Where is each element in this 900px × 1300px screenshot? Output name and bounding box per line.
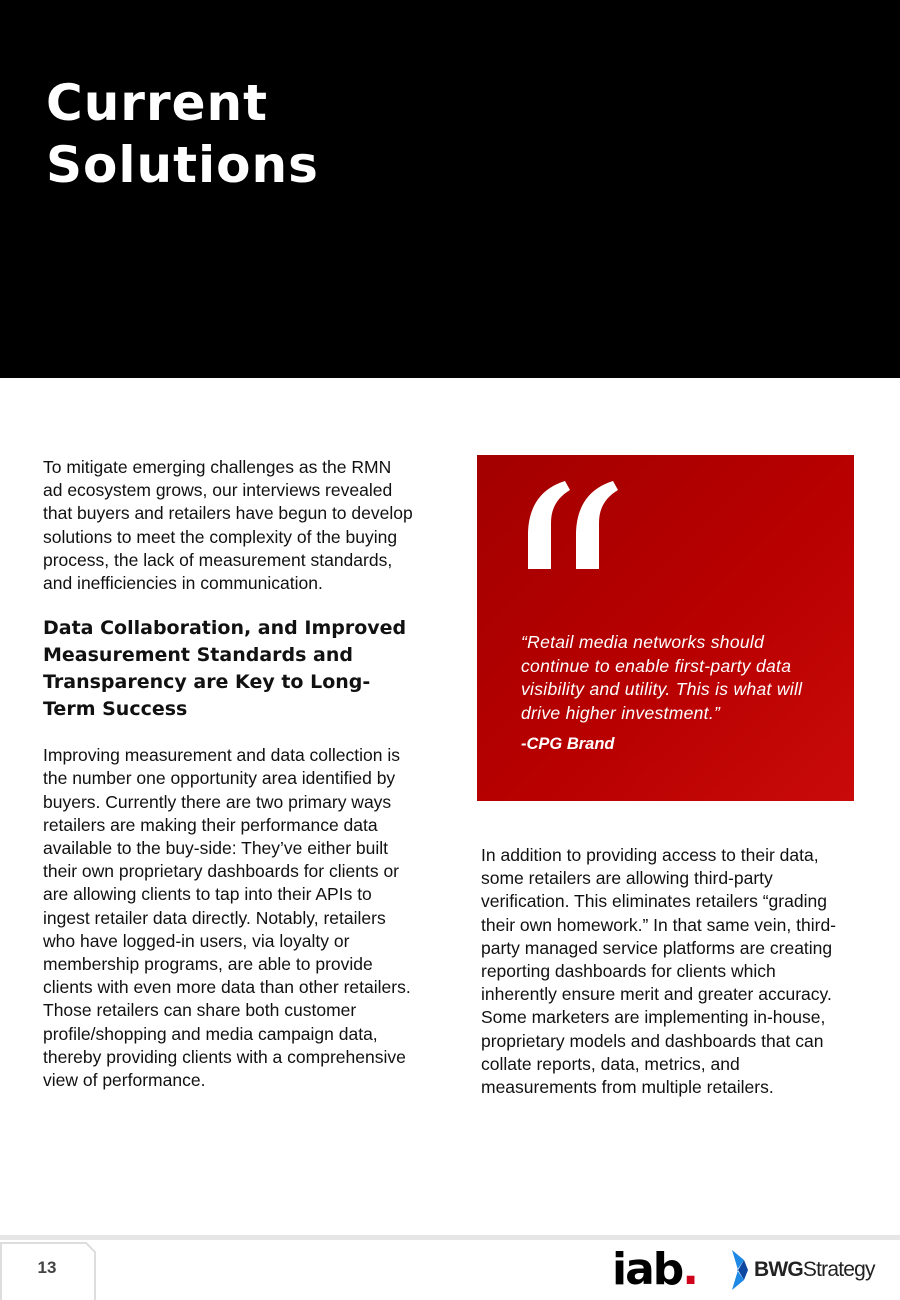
page-title-line-2: Solutions (46, 136, 319, 194)
pull-quote-box (477, 455, 854, 801)
quote-attribution: -CPG Brand (521, 735, 615, 753)
page-title (46, 72, 319, 196)
bwg-logo-bold: BWG (754, 1258, 803, 1281)
quote-text: “Retail media networks should continue to enable first-party data visibility and utility. This is what will drive higher investment.” (521, 632, 803, 723)
quote-mark-icon (521, 477, 621, 577)
page-number: 13 (37, 1258, 57, 1277)
iab-logo (612, 1246, 704, 1294)
bwg-logo-mark-icon (728, 1248, 750, 1292)
footer-divider (0, 1235, 900, 1240)
bwg-logo-text (754, 1258, 875, 1282)
hero-banner (0, 0, 900, 378)
section-subheading: Data Collaboration, and Improved Measurement Standards and Transparency are Key to Long-Term Success (43, 617, 407, 721)
bwg-logo-regular: Strategy (802, 1258, 875, 1281)
iab-logo-text: iab (612, 1244, 683, 1295)
iab-logo-dot: . (682, 1244, 697, 1295)
body-paragraph: Improving measurement and data collection is the number one opportunity area identified by buyers. Currently there are two primary ways retailers are making their performance data available to the buy-side: They’ve either built their own proprietary dashboards for clients or are allowing clients to tap into their APIs to ingest retailer data directly. Notably, retailers who have logged-in users, via loyalty or membership programs, are able to provide clients with even more data than other retailers. Those retailers can share both customer profile/shopping and media campaign data, thereby providing clients with a comprehensive view of performance. (43, 745, 411, 1091)
page-title-line-1: Current (46, 74, 269, 132)
left-column (43, 456, 413, 1092)
right-column (481, 844, 851, 1099)
bwg-strategy-logo (728, 1248, 888, 1292)
right-paragraph: In addition to providing access to their data, some retailers are allowing third-party verification. This eliminates retailers “grading their own homework.” In that same vein, third-party managed service platforms are creating reporting dashboards for clients which inherently ensure merit and greater accuracy. Some marketers are implementing in-house, proprietary models and dashboards that can collate reports, data, metrics, and measurements from multiple retailers. (481, 845, 837, 1098)
intro-paragraph: To mitigate emerging challenges as the RMN ad ecosystem grows, our interviews revealed that buyers and retailers have begun to develop solutions to meet the complexity of the buying process, the lack of measurement standards, and inefficiencies in communication. (43, 457, 413, 594)
